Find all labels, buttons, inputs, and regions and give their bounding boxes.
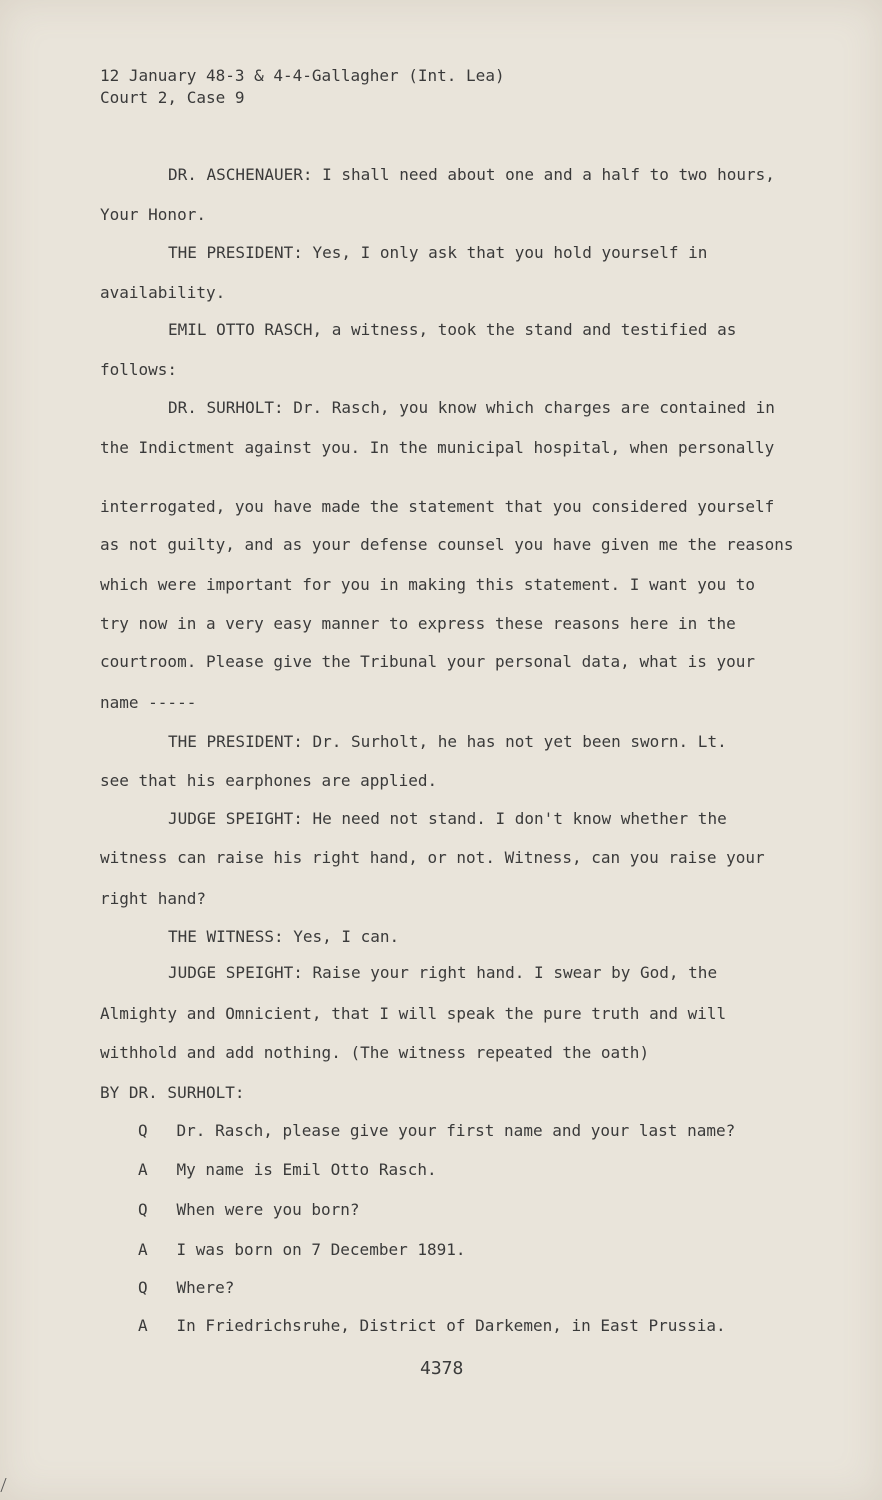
transcript-line: THE PRESIDENT: Dr. Surholt, he has not yet been sworn. Lt. bbox=[168, 732, 727, 751]
transcript-line: A I was born on 7 December 1891. bbox=[138, 1240, 466, 1259]
transcript-line: EMIL OTTO RASCH, a witness, took the stand and testified as bbox=[168, 320, 737, 339]
transcript-line: Almighty and Omnicient, that I will speak the pure truth and will bbox=[100, 1004, 727, 1023]
transcript-line: DR. SURHOLT: Dr. Rasch, you know which charges are contained in bbox=[168, 398, 775, 417]
transcript-line: JUDGE SPEIGHT: He need not stand. I don't know whether the bbox=[168, 809, 727, 828]
page-number: 4378 bbox=[420, 1358, 464, 1379]
transcript-line: DR. ASCHENAUER: I shall need about one and a half to two hours, bbox=[168, 165, 775, 184]
transcript-line: see that his earphones are applied. bbox=[100, 771, 438, 790]
transcript-line: BY DR. SURHOLT: bbox=[100, 1083, 245, 1102]
transcript-line: the Indictment against you. In the municipal hospital, when personally bbox=[100, 438, 775, 457]
transcript-line: courtroom. Please give the Tribunal your personal data, what is your bbox=[100, 652, 756, 671]
transcript-line: Q When were you born? bbox=[138, 1200, 360, 1219]
transcript-line: follows: bbox=[100, 360, 178, 379]
transcript-line: which were important for you in making this statement. I want you to bbox=[100, 575, 756, 594]
transcript-line: A My name is Emil Otto Rasch. bbox=[138, 1160, 437, 1179]
transcript-line: THE WITNESS: Yes, I can. bbox=[168, 927, 400, 946]
transcript-line: name ----- bbox=[100, 693, 197, 712]
transcript-line: THE PRESIDENT: Yes, I only ask that you hold yourself in bbox=[168, 243, 708, 262]
transcript-line: Q Where? bbox=[138, 1278, 235, 1297]
transcript-line: as not guilty, and as your defense counsel you have given me the reasons bbox=[100, 535, 794, 554]
transcript-line: withhold and add nothing. (The witness repeated the oath) bbox=[100, 1043, 650, 1062]
header-line-2: Court 2, Case 9 bbox=[100, 88, 245, 107]
header-line-1: 12 January 48-3 & 4-4-Gallagher (Int. Lea) bbox=[100, 66, 505, 85]
transcript-line: A In Friedrichsruhe, District of Darkemen, in East Prussia. bbox=[138, 1316, 726, 1335]
transcript-line: Q Dr. Rasch, please give your first name and your last name? bbox=[138, 1121, 736, 1140]
transcript-line: witness can raise his right hand, or not. Witness, can you raise your bbox=[100, 848, 765, 867]
transcript-line: try now in a very easy manner to express these reasons here in the bbox=[100, 614, 736, 633]
transcript-line: Your Honor. bbox=[100, 205, 206, 224]
transcript-line: interrogated, you have made the statement that you considered yourself bbox=[100, 497, 775, 516]
transcript-line: right hand? bbox=[100, 889, 206, 908]
transcript-line: availability. bbox=[100, 283, 226, 302]
transcript-line: JUDGE SPEIGHT: Raise your right hand. I swear by God, the bbox=[168, 963, 718, 982]
